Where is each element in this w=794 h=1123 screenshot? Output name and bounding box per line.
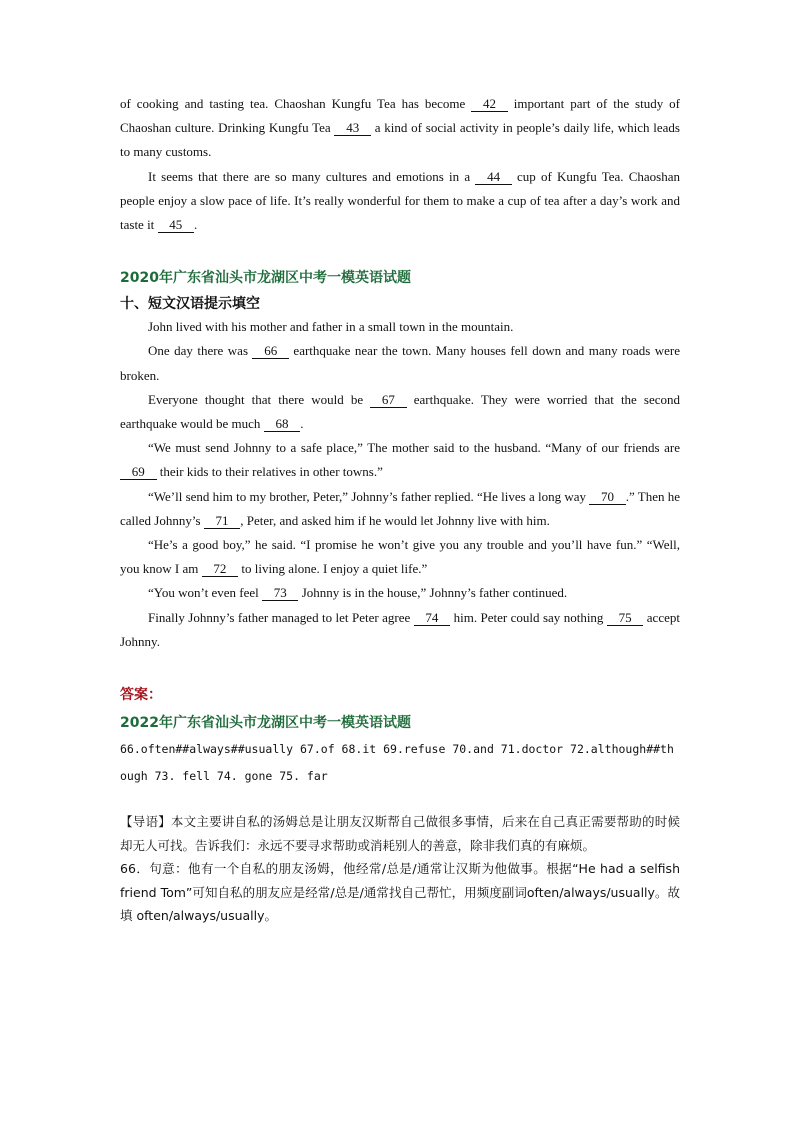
text-run: . [300, 416, 304, 432]
text-run: “He’s a good boy,” he said. “I promise he won’t give you any trouble and you’ll have fun.” “Well, you know I am [120, 537, 680, 577]
answer-blank-43[interactable]: 43 [336, 120, 369, 136]
text-run: Finally Johnny’s father managed to let Peter agree [148, 609, 414, 625]
text-run: their kids to their relatives in other towns.” [156, 464, 383, 480]
answer-title: 2022年广东省汕头市龙湖区中考一模英语试题 [120, 715, 411, 732]
text-run: earthquake. They were worried that the second earthquake would be much [120, 391, 680, 432]
answer-blank-68[interactable]: 68 [265, 416, 299, 432]
answer-blank-73[interactable]: 73 [263, 585, 297, 601]
answer-keys: 66.often##always##usually 67.of 68.it 69.refuse 70.and 71.doctor 72.although##though 73. fell 74. gone 75. far [120, 742, 674, 784]
text-run: Everyone thought that there would be [148, 391, 371, 407]
section-subtitle: 十、短文汉语提示填空 [120, 296, 260, 313]
passage2-paragraph [120, 606, 680, 654]
answer-blank-72[interactable]: 72 [203, 561, 237, 577]
guide-text: 【导语】本文主要讲自私的汤姆总是让朋友汉斯帮自己做很多事情，后来在自己真正需要帮助的时候却无人可找。告诉我们：永远不要寻求帮助或消耗别人的善意，除非我们真的有麻烦。 [120, 814, 680, 853]
answer-blank-42[interactable]: 42 [473, 96, 506, 111]
text-run: to living alone. I enjoy a quiet life.” [238, 561, 428, 577]
text-run: important part of the study of Chaoshan culture. Drinking Kungfu Tea [120, 96, 681, 136]
answer-blank-75[interactable]: 75 [608, 609, 642, 625]
text-run: cup of Kungfu Tea. Chaoshan people enjoy a slow pace of life. It’s really wonderful for them to make a cup of tea after a day’s work and taste it [120, 168, 680, 233]
text-run: John lived with his mother and father in a small town in the mountain. [148, 319, 514, 335]
text-run: One day there was [148, 343, 253, 359]
passage1-paragraph-2 [120, 165, 680, 238]
passage2-paragraph [120, 315, 680, 339]
explanation-66: 66．句意：他有一个自私的朋友汤姆，他经常/总是/通常让汉斯为他做事。根据“He had a selfish friend Tom”可知自私的朋友应是经常/总是/通常找自己帮忙，用频度副词often/always/usually。故填 often/always/usually。 [120, 861, 680, 924]
passage2-paragraph [120, 533, 680, 581]
answer-blank-45[interactable]: 45 [159, 217, 193, 233]
section-title: 2020年广东省汕头市龙湖区中考一模英语试题 [120, 270, 411, 287]
answer-blank-66[interactable]: 66 [254, 343, 287, 359]
answer-blank-70[interactable]: 70 [591, 488, 624, 504]
answer-label: 答案： [120, 687, 162, 704]
passage2-paragraph [120, 581, 680, 605]
text-run: . [194, 217, 198, 233]
text-run: “We must send Johnny to a safe place,” The mother said to the husband. “Many of our friends are [148, 440, 680, 456]
document-page [120, 92, 680, 928]
text-run: of cooking and tasting tea. Chaoshan Kungfu Tea has become [120, 96, 472, 111]
text-run: “We’ll send him to my brother, Peter,” Johnny’s father replied. “He lives a long way [148, 488, 590, 504]
text-run: , Peter, and asked him if he would let Johnny live with him. [240, 512, 550, 528]
text-run: a kind of social activity in people’s daily life, which leads to many customs. [120, 120, 680, 160]
text-run: Johnny is in the house,” Johnny’s father continued. [298, 585, 568, 601]
text-run: accept Johnny. [120, 609, 680, 649]
passage2 [120, 315, 680, 654]
answer-blank-74[interactable]: 74 [415, 609, 449, 625]
answer-blank-69[interactable]: 69 [122, 464, 155, 480]
answer-blank-67[interactable]: 67 [372, 391, 405, 407]
passage2-paragraph [120, 388, 680, 436]
answer-blank-44[interactable]: 44 [477, 168, 510, 184]
text-run: It seems that there are so many cultures and emotions in a [148, 168, 476, 184]
text-run: “You won’t even feel [148, 585, 262, 601]
text-run: earthquake near the town. Many houses fell down and many roads were broken. [120, 343, 680, 383]
text-run: him. Peter could say nothing [450, 609, 607, 625]
text-run: .” Then he called Johnny’s [120, 488, 681, 528]
passage1-paragraph-1 [120, 92, 680, 165]
passage2-paragraph [120, 436, 680, 484]
answer-blank-71[interactable]: 71 [205, 512, 239, 528]
passage2-paragraph [120, 339, 680, 387]
passage2-paragraph [120, 485, 680, 533]
